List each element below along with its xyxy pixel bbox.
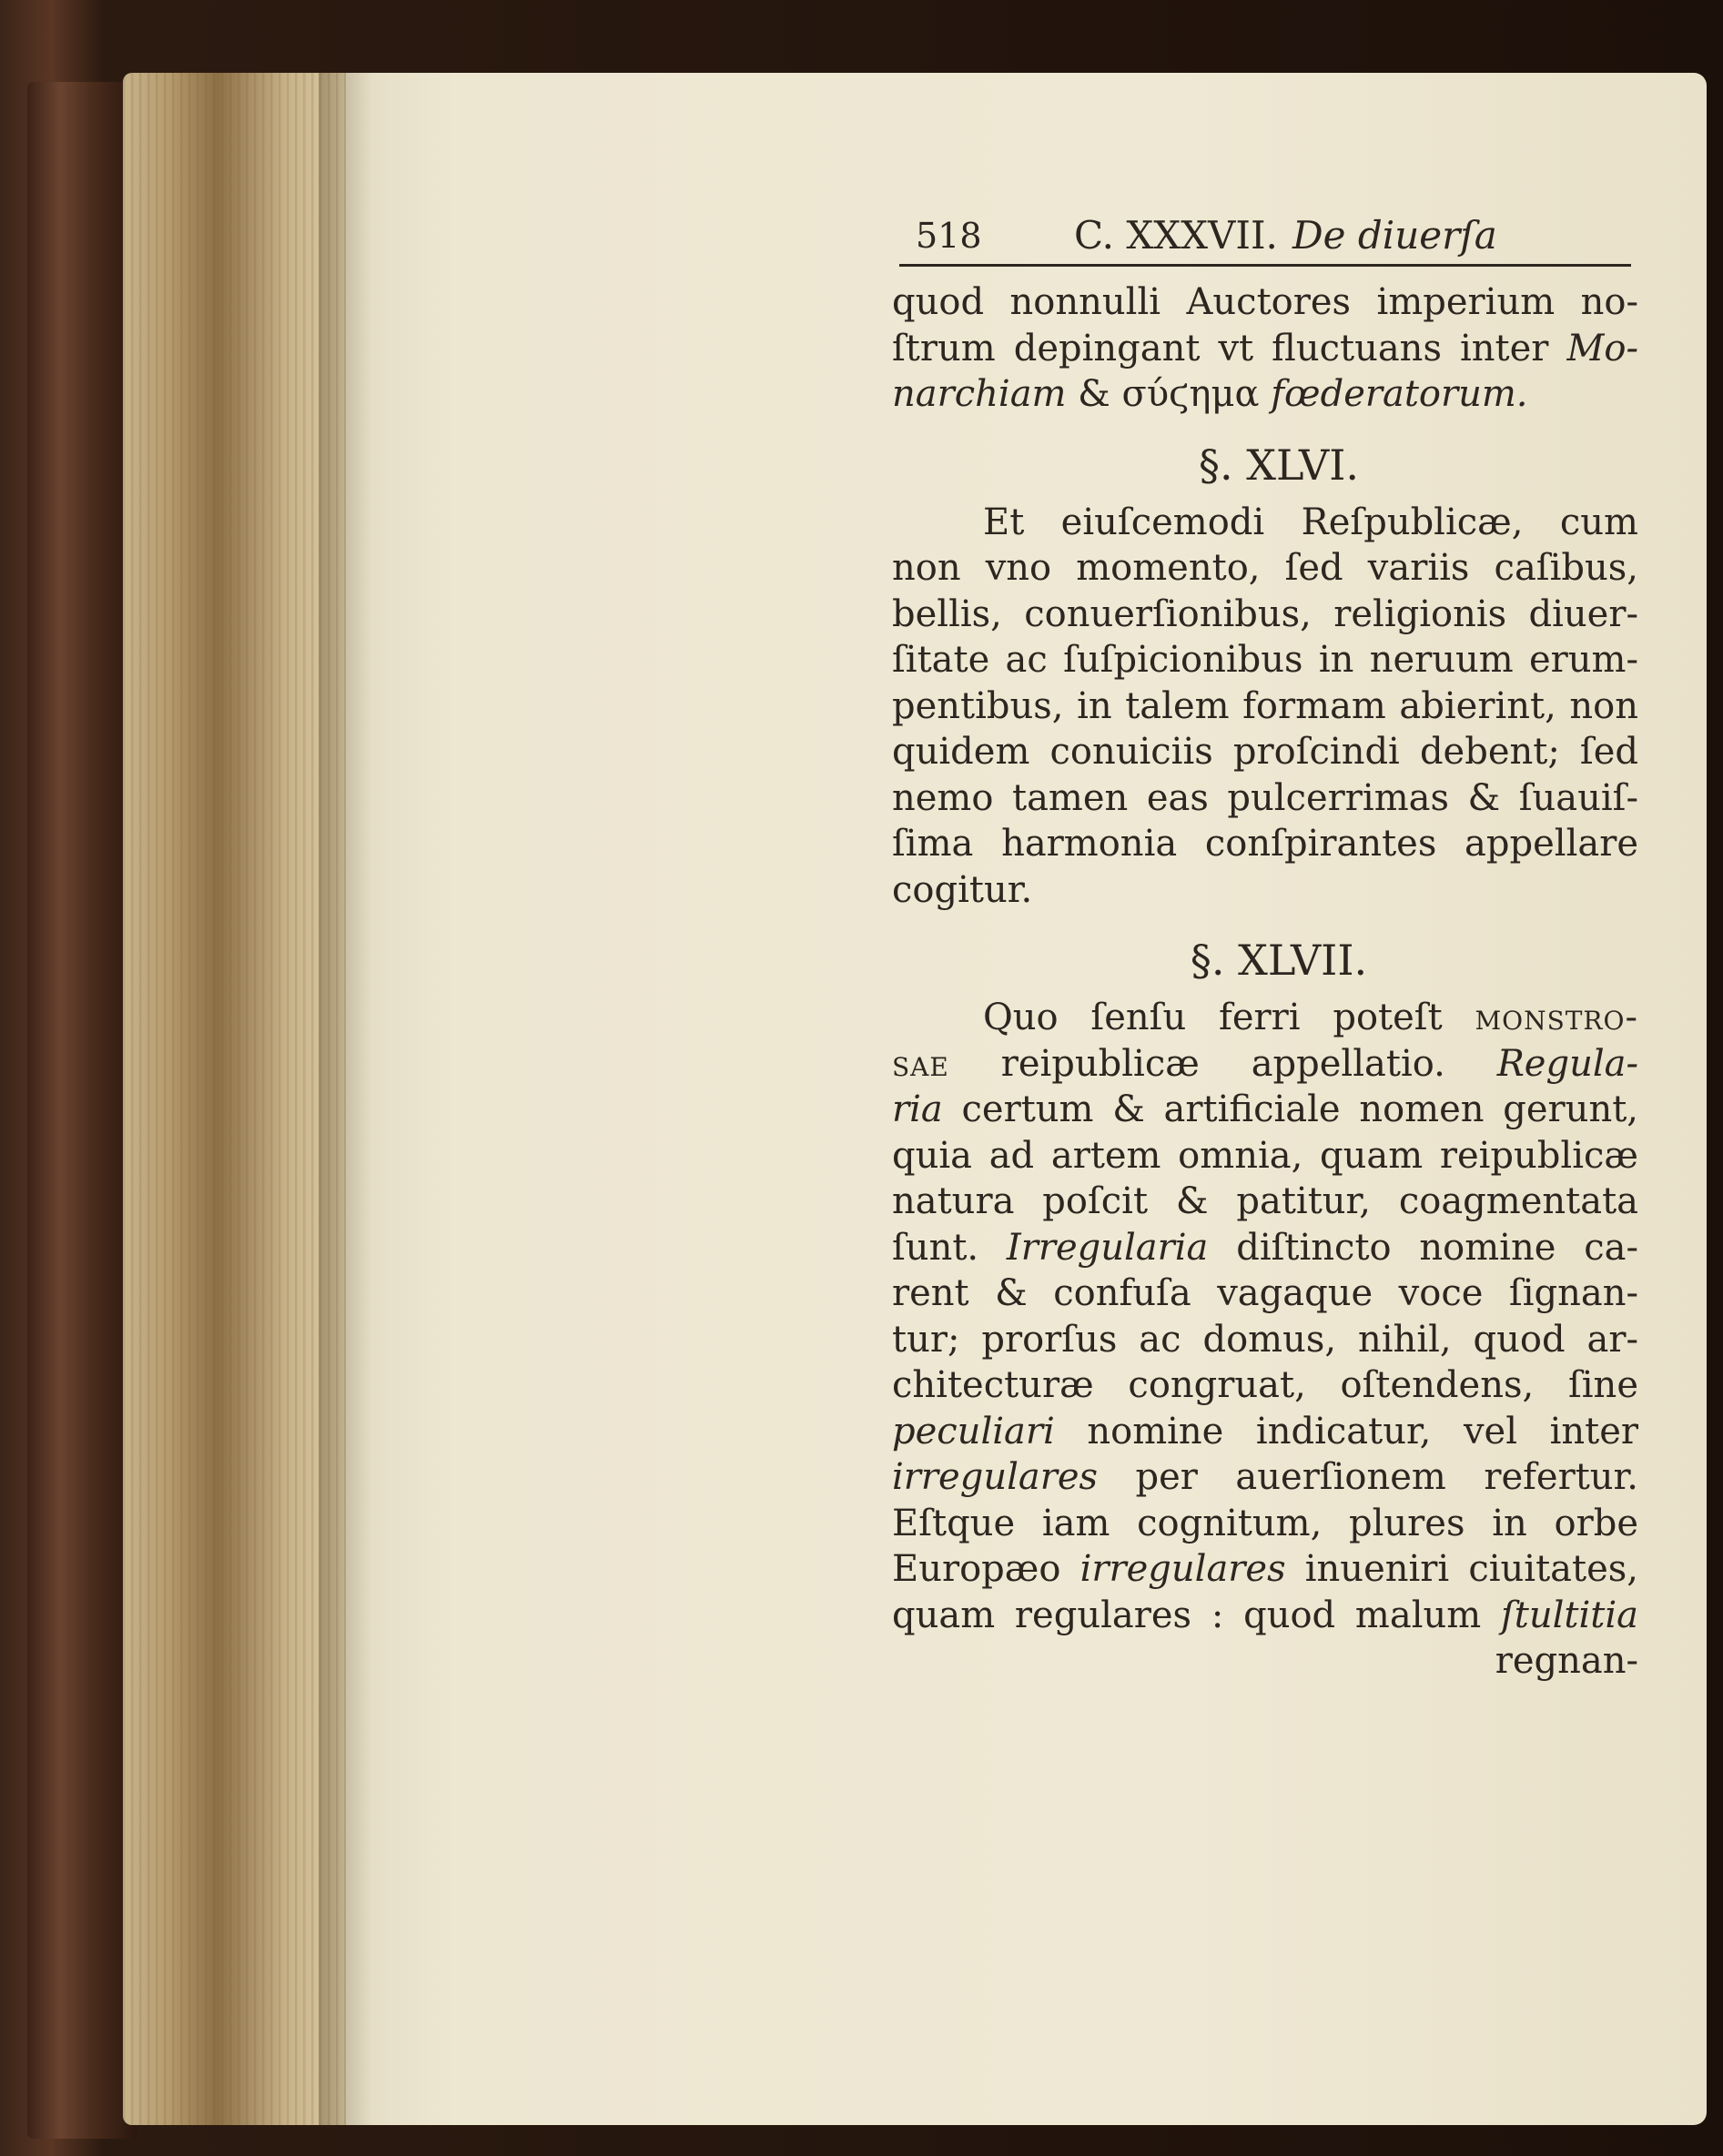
text-span: Europæo — [892, 1548, 1080, 1590]
text-span: reipublicæ appellatio. — [948, 1042, 1497, 1085]
italic-term: irregulares — [1079, 1548, 1286, 1590]
text-line: Et eiuſcemodi Reſpublicæ, cum — [983, 501, 1638, 543]
text-line: tur; prorſus ac domus, nihil, quod ar- — [892, 1318, 1638, 1361]
text-span: per auerſionem refertur. — [1098, 1456, 1638, 1498]
text-line: pentibus, in talem formam abierint, non — [892, 684, 1638, 727]
text-line: chitecturæ congruat, oſtendens, ſine — [892, 1364, 1638, 1406]
text-line: ſima harmonia conſpirantes appellare — [892, 823, 1638, 865]
text-span: ſunt. — [892, 1226, 1007, 1269]
text-span: & — [1066, 373, 1122, 415]
text-span: diſtincto nomine ca- — [1208, 1226, 1638, 1269]
text-line — [892, 326, 1638, 372]
page-number: 518 — [916, 216, 982, 256]
text-span: certum & artificiale nomen gerunt, — [942, 1088, 1638, 1130]
italic-term: Irregularia — [1006, 1226, 1209, 1269]
text-line: bellis, conuerſionibus, religionis diuer- — [892, 592, 1638, 635]
italic-term: ria — [892, 1088, 943, 1130]
text-span: quam regulares : quod malum — [892, 1594, 1501, 1636]
small-caps-term: sae — [892, 1042, 949, 1085]
running-title: De diuerſa — [1292, 213, 1497, 258]
catchword: regnan- — [1495, 1640, 1638, 1682]
italic-term: narchiam — [892, 373, 1067, 415]
italic-term: Regula- — [1496, 1042, 1638, 1085]
text-line: quidem conuiciis proſcindi debent; ſed — [892, 731, 1638, 773]
italic-term: peculiari — [892, 1410, 1055, 1453]
text-line: nemo tamen eas pulcerrimas & ſuauiſ- — [892, 776, 1638, 819]
book-cover-edge — [27, 82, 137, 2139]
section-heading: §. XLVII. — [1190, 936, 1368, 985]
text-span: nomine indicatur, vel inter — [1054, 1410, 1638, 1453]
italic-term: ſtultitia — [1500, 1594, 1638, 1636]
text-line: cogitur. — [892, 868, 1033, 911]
text-line: Eſtque iam cognitum, plures in orbe — [892, 1502, 1638, 1544]
gutter-shadow — [319, 73, 373, 2125]
page-text-block — [892, 208, 1638, 1685]
italic-term: fœderatorum. — [1259, 373, 1528, 415]
text-line: quia ad artem omnia, quam reipublicæ — [892, 1134, 1638, 1177]
italic-term: Mo- — [1566, 327, 1638, 369]
text-span: inueniri ciuitates, — [1285, 1548, 1638, 1590]
text-span: ſtrum depingant vt fluctuans inter — [892, 327, 1567, 369]
text-line: non vno momento, ſed variis caſibus, — [892, 547, 1638, 589]
text-line — [892, 1225, 1638, 1271]
header-rule — [899, 264, 1631, 267]
text-line: rent & confuſa vagaque voce ſignan- — [892, 1272, 1638, 1314]
greek-term: σύϛημα — [1121, 373, 1260, 415]
chapter-label: C. XXXVII. — [1074, 213, 1278, 258]
running-head — [892, 208, 1638, 264]
text-line — [892, 1546, 1638, 1593]
text-line: natura poſcit & patitur, coagmentata — [892, 1180, 1638, 1222]
text-line: ſitate ac ſuſpicionibus in neruum erum- — [892, 639, 1638, 681]
text-line — [892, 1593, 1638, 1639]
section-heading: §. XLVI. — [1198, 440, 1360, 490]
text-line — [892, 1087, 1638, 1133]
text-line — [892, 371, 1638, 418]
text-line — [892, 1454, 1638, 1501]
italic-term: irregulares — [892, 1456, 1099, 1498]
text-line — [892, 995, 1638, 1041]
small-caps-term: monstro- — [1475, 997, 1638, 1038]
text-line — [892, 1041, 1638, 1088]
text-span: Quo ſenſu ferri poteſt — [983, 997, 1475, 1038]
text-line: quod nonnulli Auctores imperium no- — [892, 281, 1638, 323]
text-line — [892, 1409, 1638, 1455]
